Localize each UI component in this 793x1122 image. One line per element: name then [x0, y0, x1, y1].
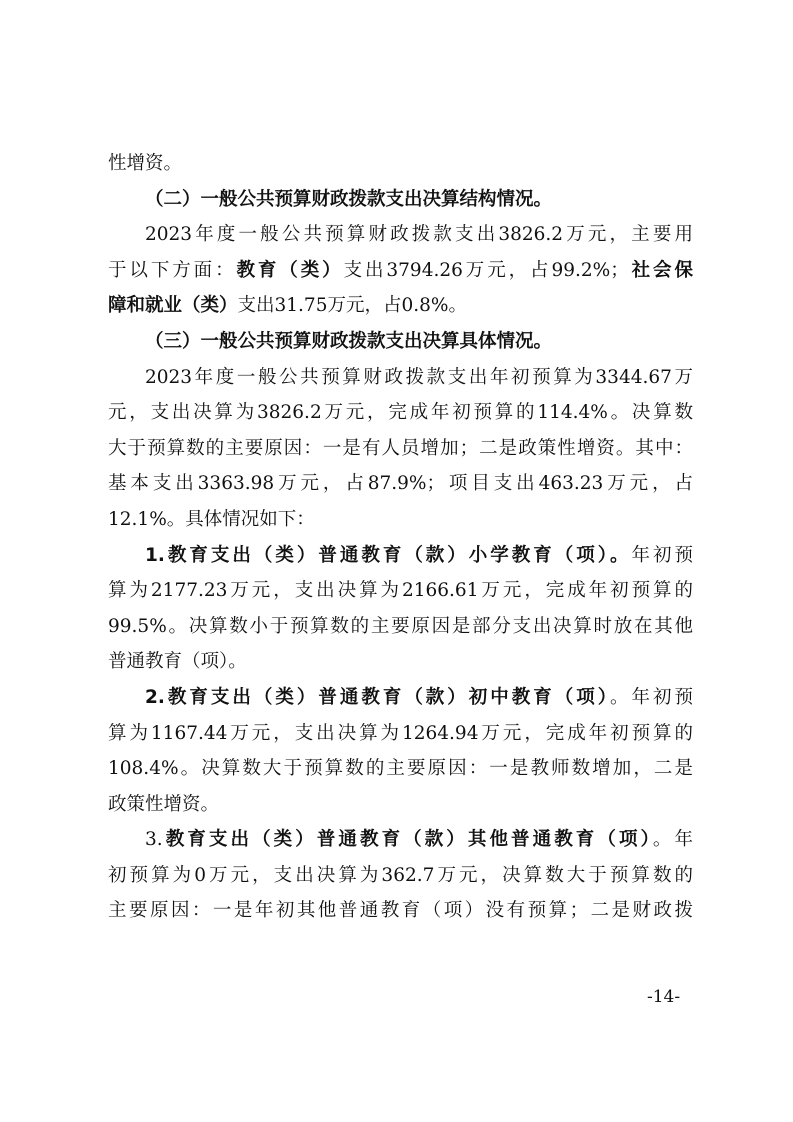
paragraph-line: 障和就业（类）支出31.75万元，占0.8%。 [108, 295, 467, 317]
bold-category: 社会保 [628, 259, 693, 281]
paragraph-line: 算为1167.44万元，支出决算为1264.94万元，完成年初预算的 [108, 722, 693, 744]
paragraph-line: 108.4%。决算数大于预算数的主要原因：一是教师数增加，二是 [108, 758, 693, 780]
bold-category: 教育（类） [236, 259, 344, 281]
paragraph-line: 大于预算数的主要原因：一是有人员增加；二是政策性增资。其中： [108, 437, 693, 459]
paragraph-line: 于以下方面：教育（类）支出3794.26万元，占99.2%；社会保 [108, 259, 693, 281]
paragraph-line: 2023年度一般公共预算财政拨款支出3826.2万元，主要用 [145, 224, 693, 246]
paragraph-line: 普通教育（项）。 [108, 651, 247, 673]
paragraph-line: 12.1%。具体情况如下： [108, 508, 315, 530]
section-heading-3: （三）一般公共预算财政拨款支出决算具体情况。 [145, 330, 553, 352]
paragraph-line: 99.5%。决算数小于预算数的主要原因是部分支出决算时放在其他 [108, 615, 693, 637]
page-number: -14- [647, 987, 681, 1007]
paragraph-line: 基本支出3363.98万元，占87.9%；项目支出463.23万元，占 [108, 473, 693, 495]
paragraph-line: 算为2177.23万元，支出决算为2166.61万元，完成年初预算的 [108, 580, 693, 602]
item-heading-2: 2.教育支出（类）普通教育（款）初中教育（项）。年初预 [145, 686, 693, 708]
paragraph-line: 主要原因：一是年初其他普通教育（项）没有预算；二是财政拨 [108, 900, 693, 922]
item-heading-3: 3.教育支出（类）普通教育（款）其他普通教育（项）。年 [145, 829, 693, 851]
paragraph-line: 2023年度一般公共预算财政拨款支出年初预算为3344.67万 [145, 366, 693, 388]
section-heading-2: （二）一般公共预算财政拨款支出决算结构情况。 [145, 188, 553, 210]
item-heading-1: 1.教育支出（类）普通教育（款）小学教育（项）。年初预 [145, 544, 693, 566]
paragraph-line: 初预算为0万元，支出决算为362.7万元，决算数大于预算数的 [108, 864, 693, 886]
paragraph-line: 性增资。 [108, 153, 183, 174]
document-page [108, 146, 693, 929]
paragraph-line: 政策性增资。 [108, 793, 220, 815]
paragraph-line: 元，支出决算为3826.2万元，完成年初预算的114.4%。决算数 [108, 402, 693, 424]
bold-category: 障和就业（类） [108, 295, 238, 317]
